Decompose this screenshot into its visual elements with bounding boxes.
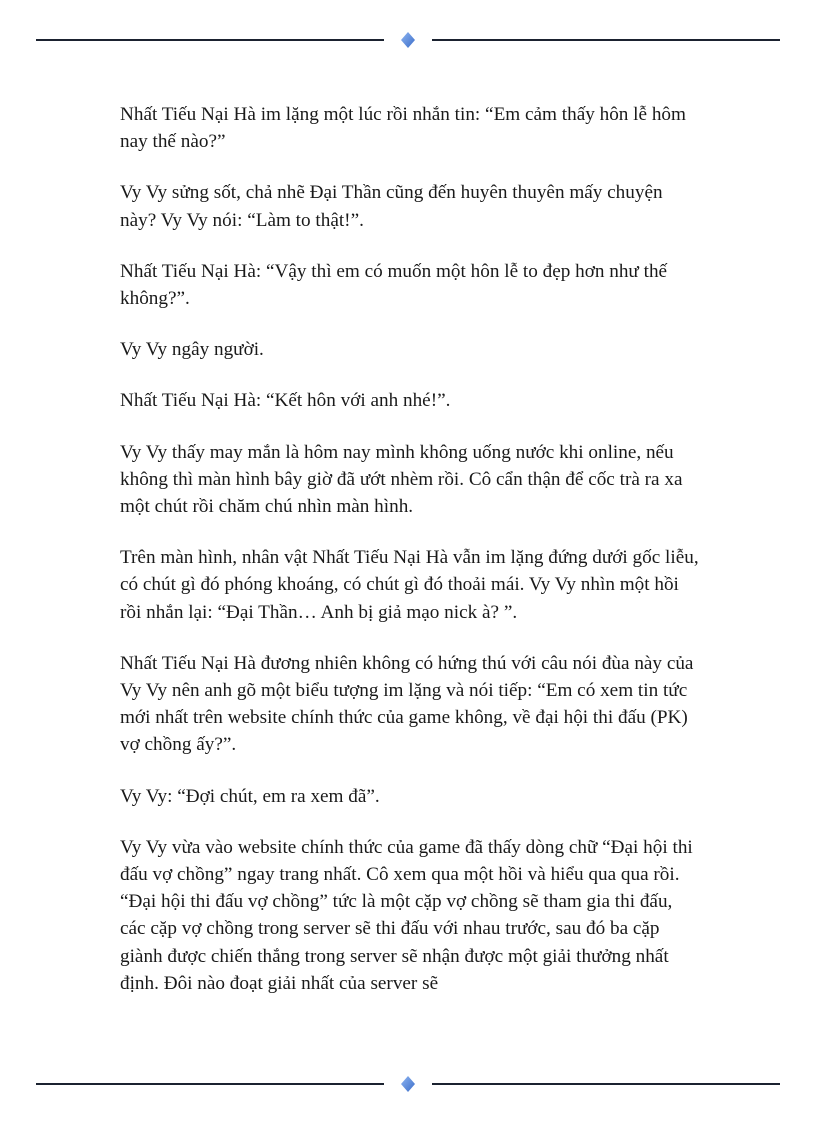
paragraph: Vy Vy ngây người. [120,339,264,361]
diamond-icon [400,32,416,48]
paragraph: Vy Vy thấy may mắn là hôm nay mình không uống nước khi online, nếu không thì màn hình bây giờ đã ướt nhèm rồi. Cô cẩn thận để cốc trà ra xa một chút rồi chăm chú nhìn màn hình. [120,441,683,518]
page-body [120,101,700,1021]
diamond-icon [400,1076,416,1092]
paragraph: Vy Vy: “Đợi chút, em ra xem đã”. [120,785,380,807]
footer-divider [36,1075,780,1093]
paragraph: Vy Vy sửng sốt, chả nhẽ Đại Thần cũng đến huyên thuyên mấy chuyện này? Vy Vy nói: “Làm to thật!”. [120,182,663,231]
footer-divider-line-left [36,1083,384,1085]
paragraph: Nhất Tiếu Nại Hà im lặng một lúc rồi nhắn tin: “Em cảm thấy hôn lễ hôm nay thế nào?” [120,104,686,153]
header-divider-line-left [36,39,384,41]
paragraph: Nhất Tiếu Nại Hà đương nhiên không có hứng thú với câu nói đùa này của Vy Vy nên anh gõ một biểu tượng im lặng và nói tiếp: “Em có xem tin tức mới nhất trên website chính thức của game không, về đại hội thi đấu (PK) vợ chồng ấy?”. [120,652,694,756]
footer-divider-line-right [432,1083,780,1085]
header-divider [36,31,780,49]
paragraph: Nhất Tiếu Nại Hà: “Kết hôn với anh nhé!”. [120,390,451,412]
header-divider-line-right [432,39,780,41]
paragraph: Trên màn hình, nhân vật Nhất Tiếu Nại Hà vẫn im lặng đứng dưới gốc liễu, có chút gì đó phóng khoáng, có chút gì đó thoải mái. Vy Vy nhìn một hồi rồi nhắn lại: “Đại Thần… Anh bị giả mạo nick à? ”. [120,547,699,623]
paragraph: Nhất Tiếu Nại Hà: “Vậy thì em có muốn một hôn lễ to đẹp hơn như thế không?”. [120,260,668,310]
paragraph: Vy Vy vừa vào website chính thức của game đã thấy dòng chữ “Đại hội thi đấu vợ chồng” ngay trang nhất. Cô xem qua một hồi và hiểu qua qua rồi. “Đại hội thi đấu vợ chồng” tức là một cặp vợ chồng sẽ tham gia thi đấu, các cặp vợ chồng trong server sẽ thi đấu với nhau trước, sau đó ba cặp giành được chiến thắng trong server sẽ nhận được một giải thưởng nhất định. Đôi nào đoạt giải nhất của server sẽ [120,836,693,994]
